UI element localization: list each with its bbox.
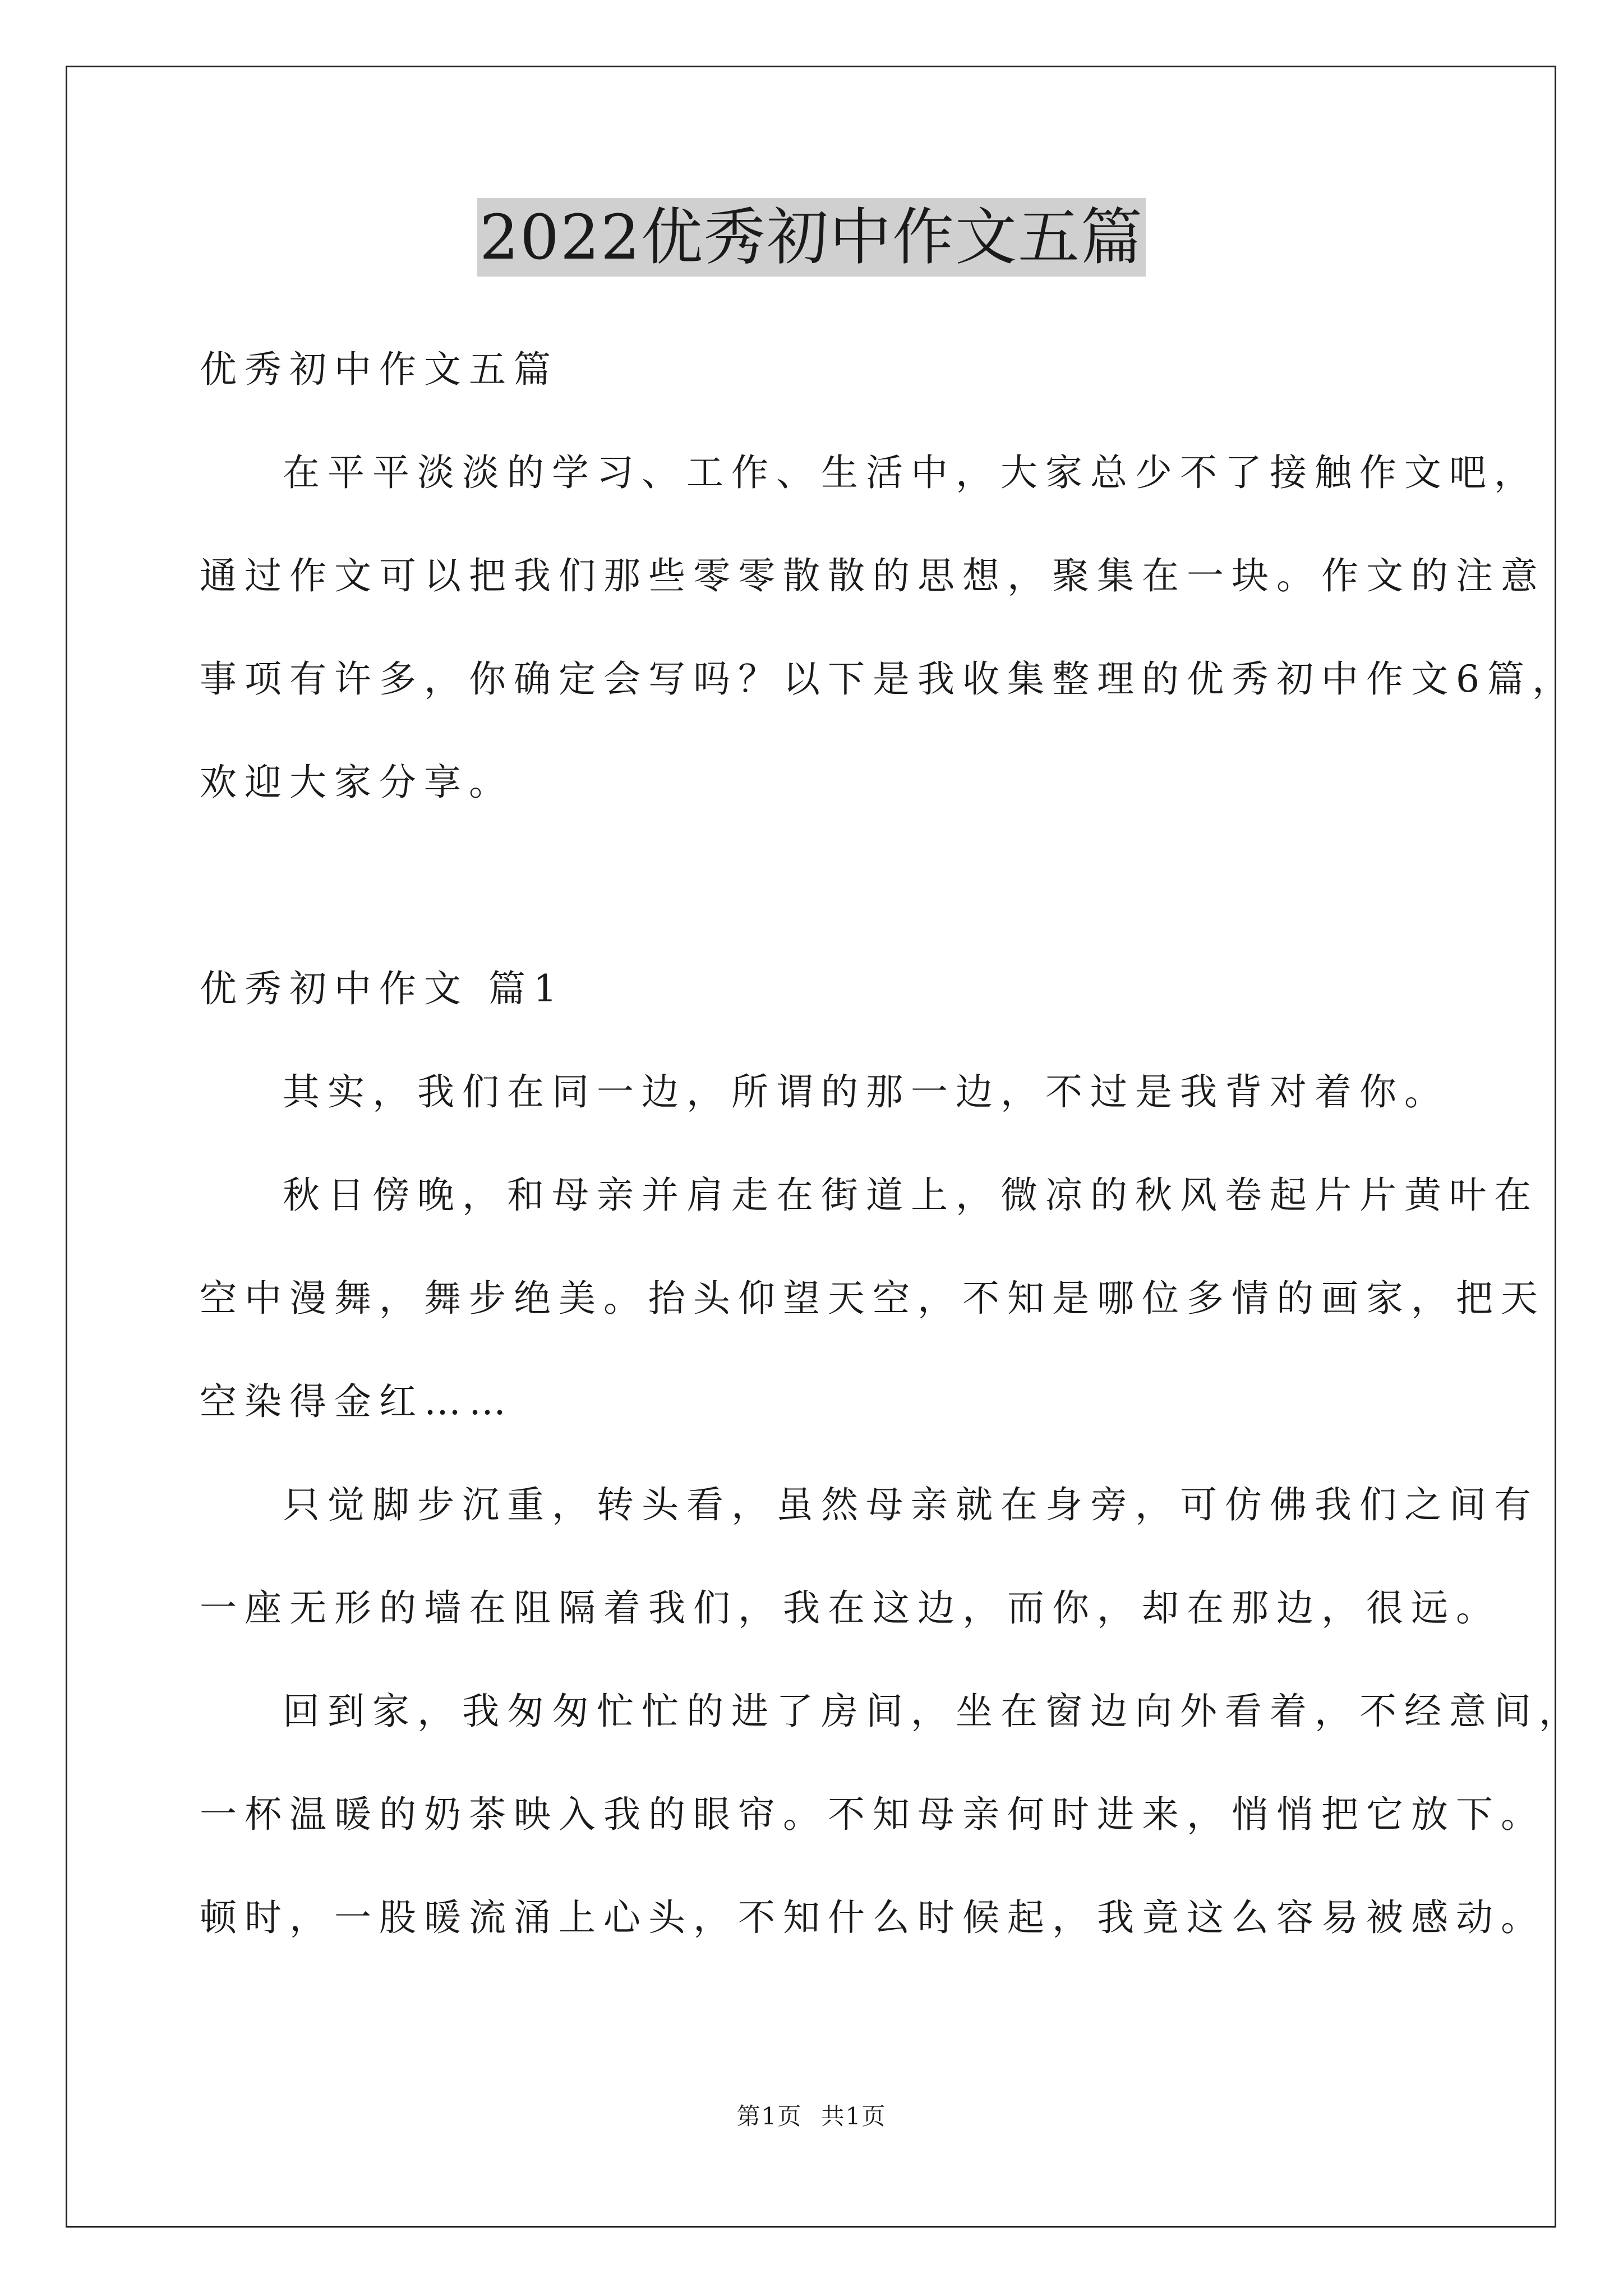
- paragraph-line: 其实，我们在同一边，所谓的那一边，不过是我背对着你。: [283, 1070, 1449, 1114]
- paragraph-line: 空中漫舞，舞步绝美。抬头仰望天空，不知是哪位多情的画家，把天: [200, 1276, 1546, 1320]
- section-heading: 优秀初中作文 篇1: [200, 967, 565, 1010]
- document-subtitle: 优秀初中作文五篇: [200, 347, 559, 391]
- paragraph-spacer: [200, 830, 1429, 933]
- paragraph-line: 顿时，一股暖流涌上心头，不知什么时候起，我竟这么容易被感动。: [200, 1895, 1546, 1939]
- paragraph-line: 回到家，我匆匆忙忙的进了房间，坐在窗边向外看着，不经意间，: [283, 1689, 1584, 1733]
- paragraph-line: 空染得金红……: [200, 1379, 514, 1423]
- paragraph-line: 只觉脚步沉重，转头看，虽然母亲就在身旁，可仿佛我们之间有: [283, 1483, 1539, 1526]
- paragraph-line: 一杯温暖的奶茶映入我的眼帘。不知母亲何时进来，悄悄把它放下。: [200, 1792, 1546, 1836]
- intro-line: 欢迎大家分享。: [200, 760, 514, 804]
- paragraph-line: 秋日傍晚，和母亲并肩走在街道上，微凉的秋风卷起片片黄叶在: [283, 1173, 1539, 1217]
- paragraph-line: 一座无形的墙在阻隔着我们，我在这边，而你，却在那边，很远。: [200, 1586, 1501, 1630]
- intro-line: 通过作文可以把我们那些零零散散的思想，聚集在一块。作文的注意: [200, 554, 1546, 597]
- intro-line: 事项有许多，你确定会写吗？以下是我收集整理的优秀初中作文6篇，: [200, 657, 1577, 701]
- document-body: [200, 314, 1584, 1966]
- document-title: 2022优秀初中作文五篇: [477, 198, 1146, 277]
- title-container: [0, 198, 1623, 277]
- intro-line: 在平平淡淡的学习、工作、生活中，大家总少不了接触作文吧，: [283, 450, 1539, 494]
- page-number-footer: 第1页 共1页: [736, 2102, 887, 2130]
